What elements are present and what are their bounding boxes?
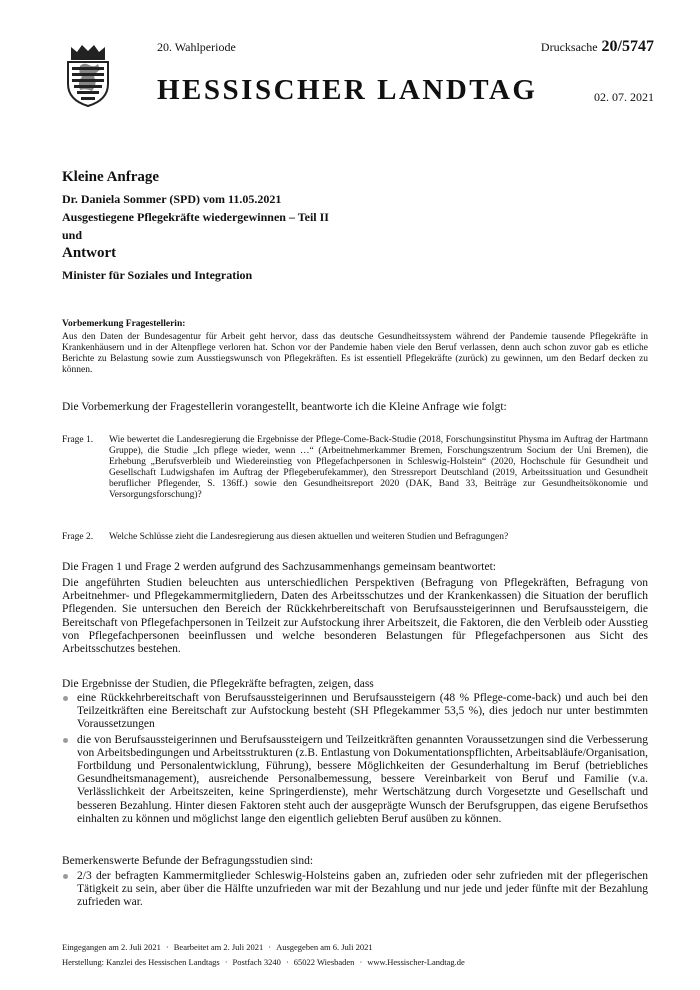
frage-label: Frage 2. <box>62 532 94 542</box>
frage-text: Welche Schlüsse zieht die Landesregierung aus diesen aktuellen und weiteren Studien und Befragungen? <box>109 532 509 542</box>
ergebnisse-lead: Die Ergebnisse der Studien, die Pflegekräfte befragten, zeigen, dass <box>62 678 374 690</box>
footer-separator: · <box>268 942 272 952</box>
vorbemerkung-text: Aus den Daten der Bundesagentur für Arbeit geht hervor, dass das deutsche Gesundheitssystem während der Pandemie tausende Pflegekräfte in Krankenhäusern und in der Altenpflege verloren hat. Schon vor der Pandemie haben viele den Beruf verlassen, denn auch schon zuvor gab es etliche Berichte zu Belastung sowie zum Ausstiegswunsch von Pflegekräften. Es ist essentiell Pflegekräfte (zurück) zu gewinnen, um den Bedarf decken zu können. <box>62 332 648 375</box>
footer-herstellung: Herstellung: Kanzlei des Hessischen Landtags <box>62 957 220 967</box>
footer-ausgegeben: Ausgegeben am 6. Juli 2021 <box>276 942 373 952</box>
frage-text: Wie bewertet die Landesregierung die Ergebnisse der Pflege-Come-Back-Studie (2018, Forschungsinstitut Physma im Auftrag der Hartmann Gruppe), die Studie „Ich pflege wieder, wenn …“ (Arbeitnehmerkammer Bremen, Forschungszentrum Socium der Uni Bremen), die Erhebung „Berufsverbleib und Wiedereinstieg von Pflegefachpersonen in Schleswig-Holstein“ (2020, Hochschule für Gesundheit und Gesellschaft Ludwigshafen im Auftrag der Pflegeberufekammer), den Stressreport Deutschland (2019, Arbeitssituation und Gesundheit beruflicher Pflegender, S. 136ff.) sowie den Gesundheitsreport 2020 (DAK, Band 33, Beiträge zur Gesundheitsökonomie und Versorgungsforschung)? <box>109 435 648 500</box>
list-item-text: eine Rückkehrbereitschaft von Berufsaussteigerinnen und Berufsaussteigern (48 % Pflege-come-back) und auch bei den Teilzeitkräften eine Bereitschaft zur Aufstockung besteht (SH Pflegekammer 53,5 %), dies jedoch nur unter bestimmten Voraussetzungen <box>77 692 648 731</box>
footer-dates <box>62 940 465 955</box>
footer-separator: · <box>224 957 228 967</box>
bullet-icon <box>63 874 68 879</box>
footer-separator: · <box>165 942 169 952</box>
footer <box>62 940 465 970</box>
document-date: 02. 07. 2021 <box>594 90 654 104</box>
bullet-icon <box>63 696 68 701</box>
footer-website-link[interactable]: www.Hessischer-Landtag.de <box>367 957 465 967</box>
vorbemerkung-lead: Die Vorbemerkung der Fragestellerin vorangestellt, beantworte ich die Kleine Anfrage wie folgt: <box>62 401 507 413</box>
list-item <box>62 692 648 732</box>
parliament-title: HESSISCHER LANDTAG <box>157 74 538 106</box>
footer-separator: · <box>359 957 363 967</box>
footer-eingegangen: Eingegangen am 2. Juli 2021 <box>62 942 161 952</box>
bullet-icon <box>63 738 68 743</box>
minister-line: Minister für Soziales und Integration <box>62 268 253 282</box>
list-item <box>62 870 648 910</box>
und-line: und <box>62 228 83 242</box>
drucksache-label: Drucksache <box>540 40 598 54</box>
list-item-text: 2/3 der befragten Kammermitglieder Schleswig-Holsteins gaben an, zufrieden oder sehr zufrieden mit der pflegerischen Tätigkeit zu sein, aber über die Hälfte unzufrieden war mit der Bezahlung und nur jede und jeder fünfte mit der Bezahlung zufrieden war. <box>77 870 648 909</box>
footer-publisher <box>62 955 465 970</box>
document-type: Kleine Anfrage <box>62 169 160 185</box>
hessen-coat-of-arms-icon <box>62 42 114 108</box>
author-line: Dr. Daniela Sommer (SPD) vom 11.05.2021 <box>62 192 282 206</box>
frage-label: Frage 1. <box>62 435 94 445</box>
antwort-lead: Die Fragen 1 und Frage 2 werden aufgrund des Sachzusammenhangs gemeinsam beantwortet: <box>62 561 496 573</box>
drucksache-number <box>541 38 654 56</box>
wahlperiode: 20. Wahlperiode <box>157 40 236 54</box>
antwort-heading: Antwort <box>62 245 117 261</box>
subject-line: Ausgestiegene Pflegekräfte wiedergewinnen – Teil II <box>62 210 329 224</box>
document-header <box>62 168 652 284</box>
footer-bearbeitet: Bearbeitet am 2. Juli 2021 <box>173 942 264 952</box>
footer-postfach: Postfach 3240 <box>232 957 281 967</box>
befunde-lead: Bemerkenswerte Befunde der Befragungsstudien sind: <box>62 855 314 867</box>
vorbemerkung-heading: Vorbemerkung Fragestellerin: <box>62 319 186 329</box>
ergebnisse-list <box>62 692 648 828</box>
footer-ort: 65022 Wiesbaden <box>293 957 355 967</box>
list-item-text: die von Berufsaussteigerinnen und Berufsaussteigern und Teilzeitkräften genannten Voraussetzungen sind die Verbesserung von Arbeitsbedingungen und Arbeitsstrukturen (z.B. Entlastung von Dokumentationspflichten, Arbeitsabläufe/Organisation, Fortbildung und Personalentwicklung, Führung), bessere Möglichkeiten der Gesunderhaltung im Beruf (betriebliches Gesundheitsmanagement), ausreichende Personalbemessung, bessere Vereinbarkeit von Beruf und Familie (v.a. Verlässlichkeit der Arbeitszeiten, keine Springerdienste), mehr Wertschätzung durch Vorgesetzte und Gesellschaft und besseren Bezahlung. Hinter diesen Faktoren steht auch der ausgeprägte Wunsch der Berufsgruppen, das eigene Berufsethos einhalten zu können und möglichst lange den eigentlich geliebten Beruf ausüben zu können. <box>77 733 648 825</box>
footer-separator: · <box>285 957 289 967</box>
antwort-text: Die angeführten Studien beleuchten aus unterschiedlichen Perspektiven (Befragung von Pflegekräften, Befragung von Arbeitnehmer- und Pflegekammermitgliedern, Daten des Arbeitsschutzes und der Krankenkassen) die Situation der beruflich Pflegenden. Sie untersuchen den Bereich der Rückkehrbereitschaft von Berufsaussteigerinnen und Berufsaussteigern, die Bereitschaft von Pflegefachpersonen in Teilzeit zur Aufstockung ihrer Arbeitszeit, die Faktoren, die den Verbleib oder Ausstieg von Pflegefachpersonen beeinflussen und welche besonderen Belastungen für Pflegefachpersonen aus Sicht des Arbeitsschutzes bestehen. <box>62 577 648 656</box>
drucksache-value: 20/5747 <box>601 38 654 55</box>
frage-2 <box>62 532 648 543</box>
frage-1 <box>62 435 648 501</box>
befunde-list <box>62 870 648 912</box>
list-item <box>62 734 648 826</box>
